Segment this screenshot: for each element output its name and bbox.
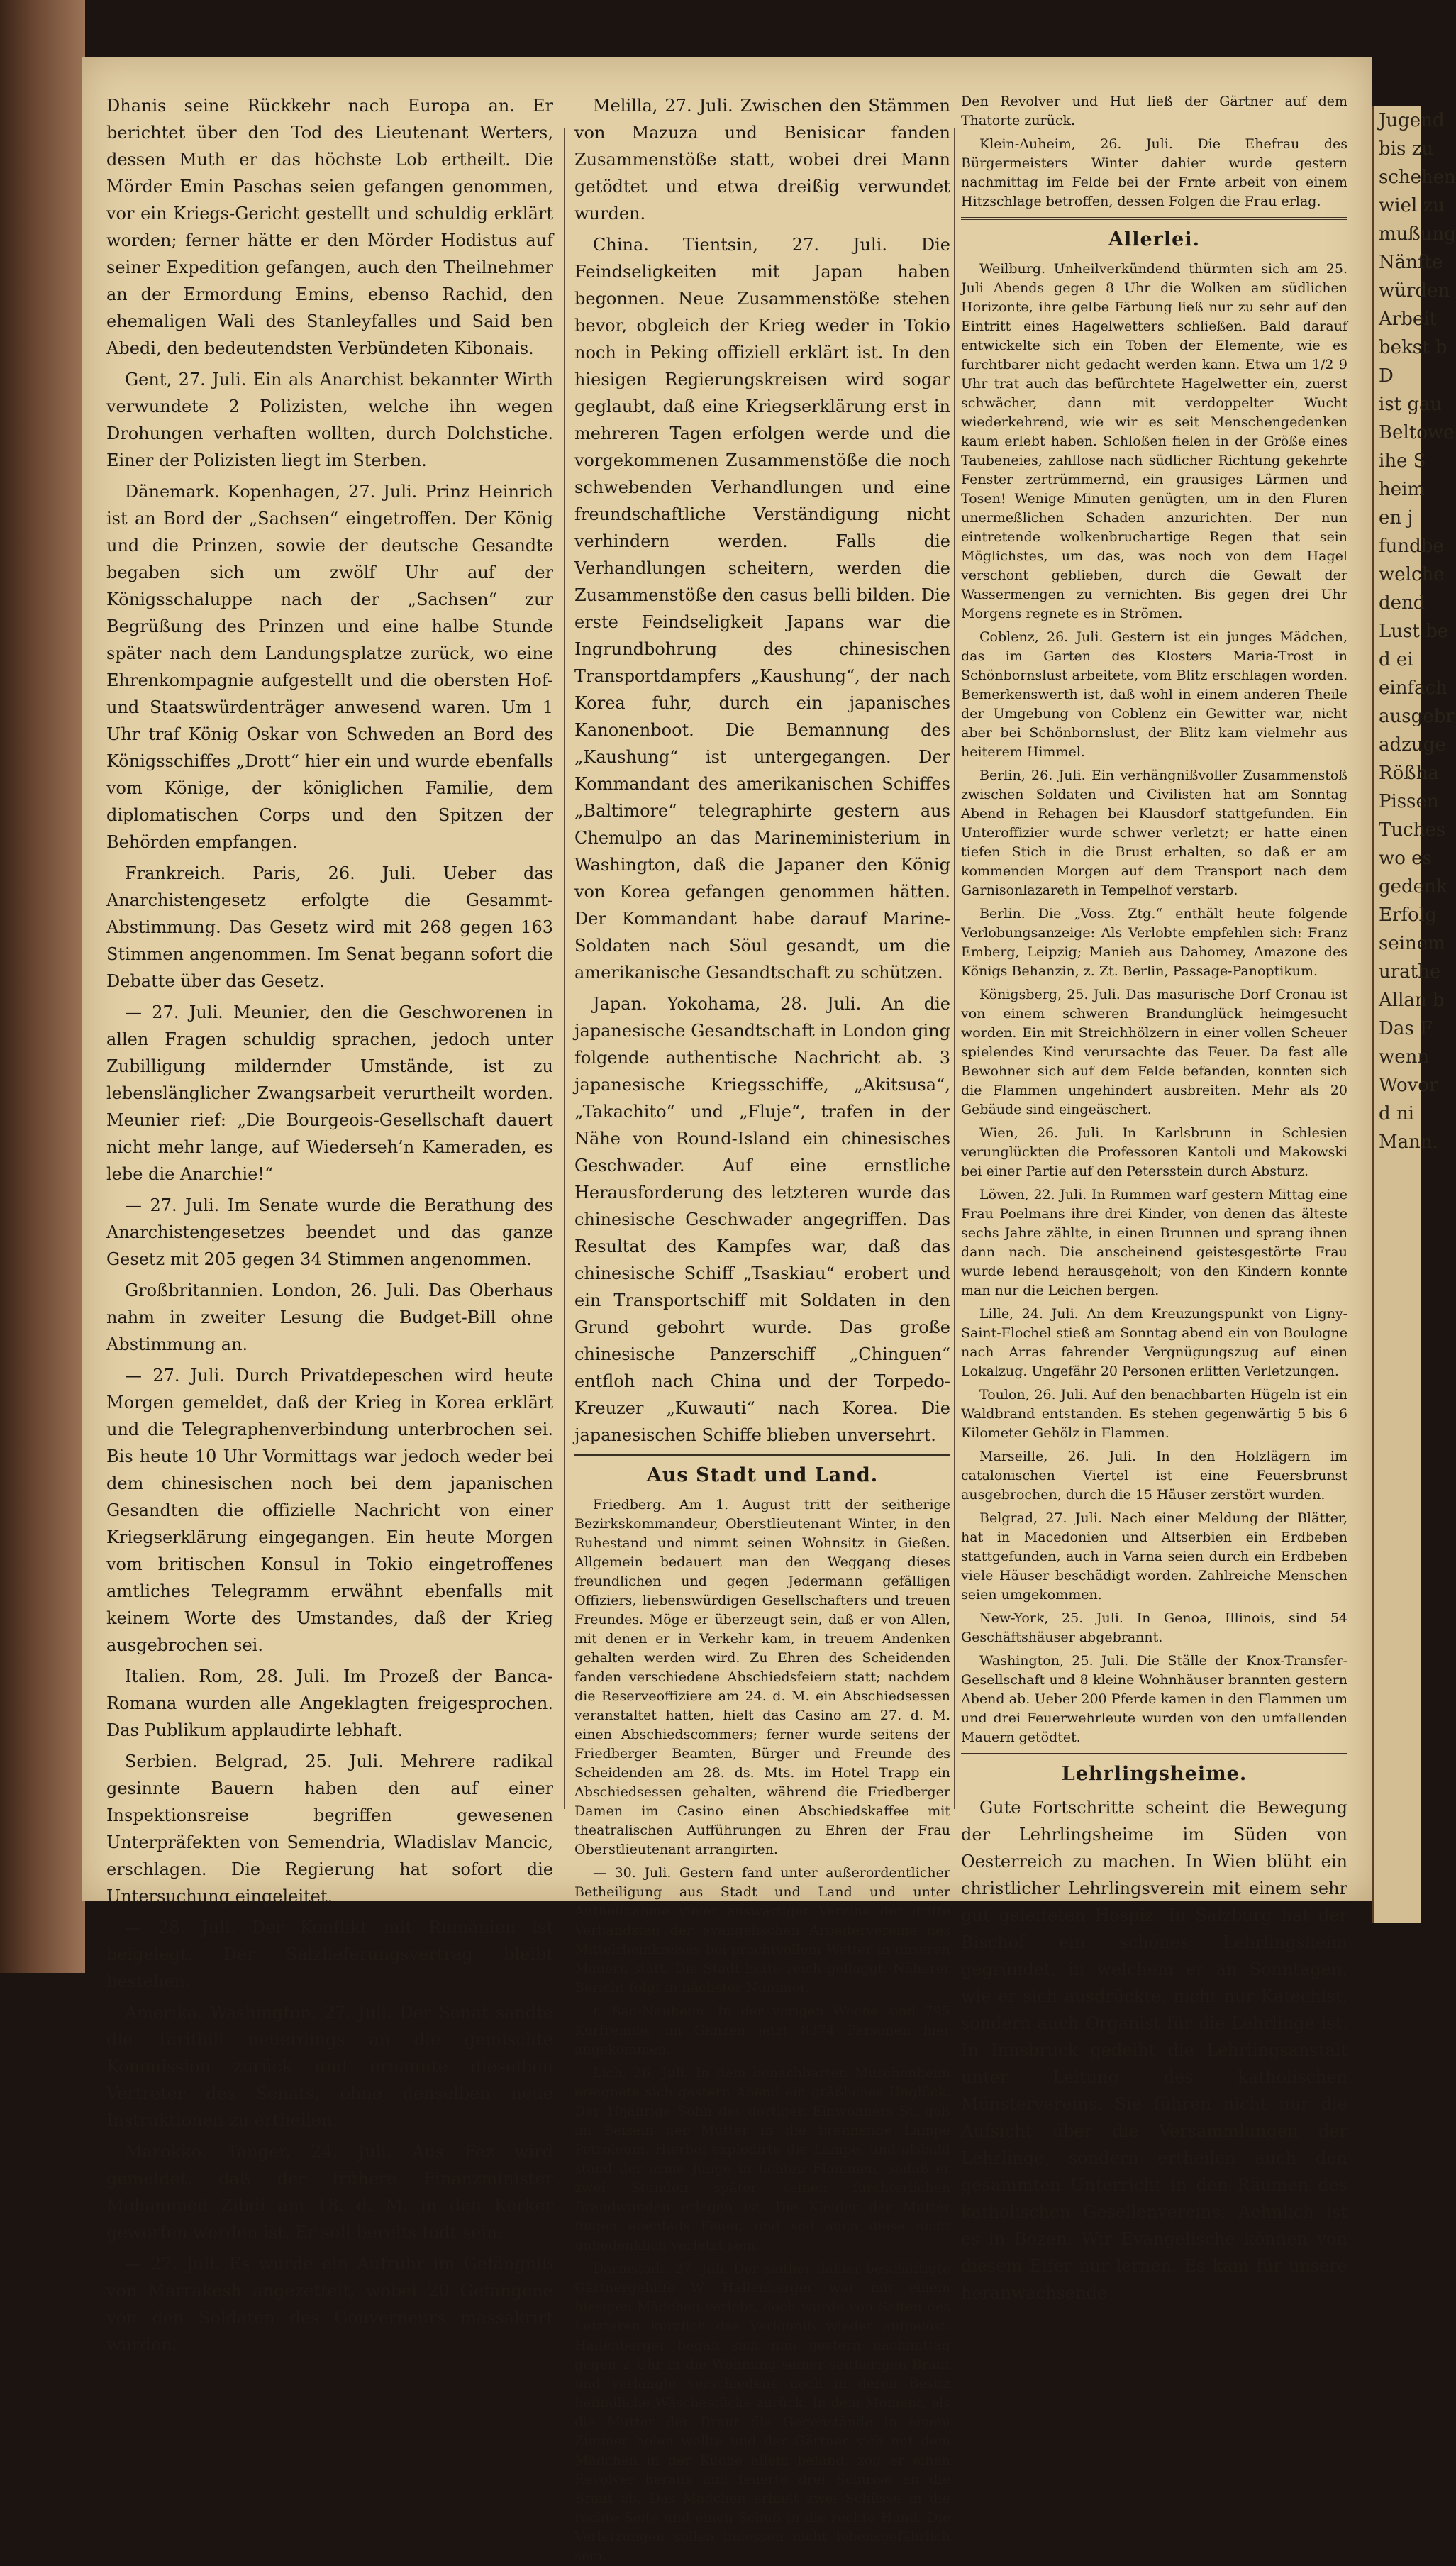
- section-rule: [961, 1753, 1347, 1754]
- article-paragraph: Toulon, 26. Juli. Auf den benachbarten Hügeln ist ein Waldbrand entstanden. Es stehen gegenwärtig 5 bis 6 Kilometer Gehölz in Flammen.: [961, 1387, 1347, 1441]
- section-rule: [961, 217, 1347, 220]
- adjacent-page-line: d ei: [1379, 649, 1413, 670]
- article-paragraph: — 28. Juli. Der Konflikt mit Rumänien ist beigelegt. Der Salzlieferungsvertrag bleibt bestehen.: [106, 1918, 553, 1991]
- adjacent-page-line: Allan b: [1379, 990, 1445, 1011]
- article-paragraph: Washington, 25. Juli. Die Ställe der Knox-Transfer-Gesellschaft und 8 kleine Wohnhäuser brannten gestern Abend ab. Ueber 200 Pferde kamen in den Flammen um und drei Feuerwehrleute wurden von den umfallenden Mauern getödtet.: [961, 1653, 1347, 1745]
- article-paragraph: Friedberg. Am 1. August tritt der seitherige Bezirkskommandeur, Oberstlieutenant Winter, in den Ruhestand und nimmt seinen Wohnsitz in Gießen. Allgemein bedauert man den Weggang dieses freundlichen und gegen Jedermann gefälligen Offiziers, liebenswürdigen Gesellschafters und treuen Freundes. Möge er überzeugt sein, daß er von Allen, mit denen er in Verkehr kam, in treuem Andenken gehalten werden wird. Zu Ehren des Scheidenden fanden verschiedene Abschiedsfeiern statt; nachdem die Reserveoffiziere am 24. d. M. ein Abschiedsessen veranstaltet hatten, hielt das Casino am 27. d. M. einen Abschiedscommers; ferner wurde seitens der Friedberger Beamten, Bürger und Freunde des Scheidenden am 28. ds. Mts. im Hotel Trapp ein Abschiedsessen gehalten, während die Friedberger Damen im Casino einen Abschiedskaffee mit theatralischen Aufführungen zu Ehren der Frau Oberstlieutenant arrangirten.: [574, 1497, 950, 1857]
- adjacent-page-line: ist gau: [1379, 394, 1443, 415]
- adjacent-page-line: en j: [1379, 507, 1413, 529]
- news-column-3: [961, 92, 1347, 2303]
- article-paragraph: Belgrad, 27. Juli. Nach einer Meldung der Blätter, hat in Macedonien und Altserbien ein Erdbeben stattgefunden, auch in Varna seien durch ein Erdbeben viele Häuser beschädigt worden. Zahlreiche Menschen seien umgekommen.: [961, 1510, 1347, 1603]
- news-column-1: [106, 92, 553, 2355]
- book-binding-edge: [0, 0, 85, 1973]
- adjacent-page-line: wenn: [1379, 1046, 1430, 1068]
- article-paragraph: Königsberg, 25. Juli. Das masurische Dorf Cronau ist von einem schweren Brandunglück heimgesucht worden. Ein mit Streichhölzern in einer vollen Scheuer spielendes Kind verursachte das Feuer. Da fast alle Bewohner sich auf dem Felde befanden, konnten sich die Flammen ungehindert ausbreiten. Mehr als 20 Gebäude sind eingeäschert.: [961, 987, 1347, 1117]
- adjacent-page-line: ausgebr: [1379, 706, 1455, 727]
- article-paragraph: Italien. Rom, 28. Juli. Im Prozeß der Banca-Romana wurden alle Angeklagten freigesprochen. Das Publikum applaudirte lebhaft.: [106, 1666, 553, 1740]
- section-heading: Allerlei.: [1108, 228, 1200, 250]
- article-paragraph: Lille, 24. Juli. An dem Kreuzungspunkt von Ligny-Saint-Flochel stieß am Sonntag abend ein von Boulogne nach Arras fahrender Vergnügungszug auf einen Lokalzug. Ungefähr 20 Personen erlitten Verletzungen.: [961, 1306, 1347, 1379]
- adjacent-page-line: gedenk: [1379, 876, 1447, 897]
- adjacent-page-line: Mann.: [1379, 1132, 1438, 1153]
- adjacent-page-line: Lust be: [1379, 621, 1449, 642]
- article-paragraph: Darmstadt, 27. Juli. Der seither dahier beschäftigte Gärtnergehilfe W. Hallenberger war mit einem hiesigen Mädchen verlobt, doch wurde von Seiten des Letzteren kürzlich das Verlöbniß wieder aufgelöst. Hallenberger begab sich nun gestern nachmittag gegen 2 Uhr in die Wohnung seiner seitherigen Braut und verlangte verschiedene noch in deren Besitz befindliche Wäschestücke zurück. In dem Moment, als die Mutter der Braut die Gegenstände in einem Zimmer holen wollte und der Gärtner sich mit dem Mädchen in der Küche allein befand, zog er einen Revolver heraus und feuerte drei Schüsse an die Braut ab. Das Mädchen erhielt zwei Schüsse in die rechte Seite und einen Schuß in die rechte Hand. Die Verletzungen sollen indessen nicht lebensgefährlich sein.: [574, 2261, 950, 2564]
- adjacent-page-line: wiel zu: [1379, 195, 1445, 216]
- adjacent-page-line: Wovor: [1379, 1075, 1438, 1096]
- adjacent-page-line: welche: [1379, 564, 1445, 585]
- adjacent-page-line: Arbeit: [1379, 309, 1437, 330]
- adjacent-page-line: heim: [1379, 479, 1426, 500]
- article-paragraph: Wien, 26. Juli. In Karlsbrunn in Schlesien verunglückten die Professoren Kantoli und Makowski bei einer Partie auf den Petersstein durch Absturz.: [961, 1125, 1347, 1179]
- adjacent-page-line: d ni: [1379, 1103, 1414, 1124]
- article-paragraph: Frankreich. Paris, 26. Juli. Ueber das Anarchistengesetz erfolgte die Gesammt-Abstimmung. Das Gesetz wird mit 268 gegen 163 Stimmen angenommen. Im Senat begann sofort die Debatte über das Gesetz.: [106, 863, 553, 991]
- article-paragraph: Gent, 27. Juli. Ein als Anarchist bekannter Wirth verwundete 2 Polizisten, welche ihn wegen Drohungen verhaften wollten, durch Dolchstiche. Einer der Polizisten liegt im Sterben.: [106, 370, 553, 470]
- article-paragraph: — 27. Juli. Meunier, den die Geschworenen in allen Fragen schuldig sprachen, jedoch unter Zubilligung mildernder Umstände, ist zu lebenslänglicher Zwangsarbeit verurtheilt worden. Meunier rief: „Die Bourgeois-Gesellschaft dauert nicht mehr lange, auf Wiederseh’n Kameraden, es lebe die Anarchie!“: [106, 1002, 553, 1184]
- adjacent-page-line: dend: [1379, 592, 1426, 614]
- adjacent-page-line: wo es: [1379, 848, 1432, 869]
- article-paragraph: Berlin. Die „Voss. Ztg.“ enthält heute folgende Verlobungsanzeige: Als Verlobte empfehlen sich: Franz Emberg, Leipzig; Manieh aus Dahomey, Amazone des Königs Behanzin, z. Zt. Berlin, Passage-Panoptikum.: [961, 906, 1347, 979]
- article-paragraph: Amerika. Washington, 27. Juli. Der Senat sandte die Tarifbill neuerdings an die gemischte Kommission zurück und ernannte dieselben Vertreter des Senats, ohne denselben neue Instruktionen zu ertheilen.: [106, 2003, 553, 2130]
- article-paragraph: Löwen, 22. Juli. In Rummen warf gestern Mittag eine Frau Poelmans ihre drei Kinder, von denen das älteste sechs Jahre zählte, in einen Brunnen und sprang ihnen dann nach. Die anscheinend geistesgestörte Frau wurde lebend herausgeholt; von den Kindern konnte man nur die Leichen bergen.: [961, 1187, 1347, 1298]
- adjacent-page-line: Tuches: [1379, 819, 1446, 841]
- adjacent-page-line: Jugend: [1379, 110, 1445, 131]
- adjacent-page-line: Pissen: [1379, 791, 1439, 812]
- adjacent-page-line: Rößha: [1379, 763, 1439, 784]
- adjacent-page-line: urathe: [1379, 961, 1441, 983]
- adjacent-page-line: Beltowe: [1379, 422, 1455, 443]
- article-paragraph: Den Revolver und Hut ließ der Gärtner auf dem Thatorte zurück.: [961, 94, 1347, 128]
- adjacent-page-line: ihe S: [1379, 450, 1426, 472]
- article-paragraph: Weilburg. Unheilverkündend thürmten sich am 25. Juli Abends gegen 8 Uhr die Wolken am südlichen Horizonte, ihre gelbe Färbung ließ nur zu sehr auf den Eintritt eines Hagelwetters schließen. Bald darauf entwickelte sich ein Toben der Elemente, wie es furchtbarer nicht gedacht werden kann. Etwa um 1/2 9 Uhr trat auch das befürchtete Hagelwetter ein, zuerst schwächer, dann mit verdoppelter Wucht wiederkehrend, wie wir es seit Menschengedenken kaum erlebt haben. Schloßen fielen in der Größe eines Taubeneies, zahllose nach südlicher Richtung gekehrte Fenster zertrümmernd, ein grausiges Lärmen und Tosen! Wenige Minuten genügten, um in den Fluren unermeßlichen Schaden anzurichten. Der nun eintretende wolkenbruchartige Regen that sein Möglichstes, um das, was noch von dem Hagel verschont geblieben, durch die Gewalt der Wassermengen zu vernichten. Bis gegen drei Uhr Morgens regnete es in Strömen.: [961, 261, 1347, 621]
- adjacent-page-line: Nänfte: [1379, 252, 1443, 273]
- article-paragraph: Coblenz, 26. Juli. Gestern ist ein junges Mädchen, das im Garten des Klosters Maria-Trost in Schönbornslust arbeitete, vom Blitz erschlagen worden. Bemerkenswerth ist, daß wohl in einem anderen Theile der Umgebung von Coblenz ein Gewitter war, nicht aber bei Schönbornslust, der Blitz kam vielmehr aus heiterem Himmel.: [961, 629, 1347, 760]
- adjacent-page-line: Das F: [1379, 1018, 1433, 1039]
- article-paragraph: Marseille, 26. Juli. In den Holzlägern im catalonischen Viertel ist eine Feuersbrunst ausgebrochen, durch die 15 Häuser zerstört wurden.: [961, 1449, 1347, 1503]
- article-paragraph: — 27. Juli. Durch Privatdepeschen wird heute Morgen gemeldet, daß der Krieg in Korea erklärt und die Telegraphenverbindung unterbrochen sei. Bis heute 10 Uhr Vormittags war jedoch weder bei dem chinesischen noch bei dem japanischen Gesandten die offizielle Nachricht von einer Kriegserklärung eingegangen. Ein heute Morgen vom britischen Konsul in Tokio eingetroffenes amtliches Telegramm erwähnt ebenfalls mit keinem Worte des Umstandes, daß der Krieg ausgebrochen sei.: [106, 1366, 553, 1655]
- adjacent-page-line: schehen: [1379, 167, 1456, 188]
- article-paragraph: Berlin, 26. Juli. Ein verhängnißvoller Zusammenstoß zwischen Soldaten und Civilisten hat am Sonntag Abend in Rehagen bei Klausdorf stattgefunden. Ein Unteroffizier wurde schwer verletzt; er hatte einen tiefen Stich in die Brust erhalten, so daß er am kommenden Morgen auf dem Transport nach dem Garnisonlazareth in Tempelhof verstarb.: [961, 768, 1347, 898]
- section-heading: Aus Stadt und Land.: [646, 1464, 879, 1486]
- adjacent-page-line: mußung: [1379, 223, 1456, 245]
- section-heading: Lehrlingsheime.: [1061, 1763, 1247, 1785]
- article-paragraph: — 30. Juli. Gestern fand unter außerordentlicher Betheiligung aus Stadt und Land und unter Antheilnahme vieler auswärtiger Vereine der dritte Verbandstag der evangelischen Arbeitervereine des Mittelrheinkreises bei prachtvollem Wetter in unseren Mauern statt. Die Stadt hatte reich geflaggt. Näherer Bericht folgt in nächster Nummer.: [574, 1865, 950, 1996]
- article-paragraph: — 27. Juli. Im Senate wurde die Berathung des Anarchistengesetzes beendet und das ganze Gesetz mit 205 gegen 34 Stimmen angenommen.: [106, 1195, 553, 1269]
- article-paragraph: Klein-Auheim, 26. Juli. Die Ehefrau des Bürgermeisters Winter dahier wurde gestern nachmittag im Felde bei der Frnte arbeit von einem Hitzschlage betroffen, dessen Folgen die Frau erlag.: [961, 136, 1347, 209]
- column-divider: [564, 128, 565, 1809]
- adjacent-page-line: würden: [1379, 280, 1450, 302]
- adjacent-page-line: fundbe: [1379, 536, 1444, 557]
- adjacent-page-line: bekst b: [1379, 337, 1447, 358]
- adjacent-page-line: D: [1379, 365, 1394, 387]
- article-paragraph: Großbritannien. London, 26. Juli. Das Oberhaus nahm in zweiter Lesung die Budget-Bill ohne Abstimmung an.: [106, 1281, 553, 1354]
- article-paragraph: — 27. Juli. Es wurde ein Aufruhr im Gefängniß von Marrakesh angezettelt, wobei 20 Gefangene von den Soldaten des Gouverneurs massakrirt wurden.: [106, 2254, 553, 2355]
- article-paragraph: r. Bad-Nauheim. In der vorigen Woche sind 795 Kurfremde, im Ganzen jetzt 8374 Personen hier angekommen.: [574, 2003, 950, 2057]
- section-rule: [574, 1454, 950, 1456]
- article-paragraph: Serbien. Belgrad, 25. Juli. Mehrere radikal gesinnte Bauern haben den auf einer Inspektionsreise begriffen gewesenen Unterpräfekten von Semendria, Wladislav Mancic, erschlagen. Die Regierung hat sofort die Untersuchung eingeleitet.: [106, 1752, 553, 1906]
- article-paragraph: Melilla, 27. Juli. Zwischen den Stämmen von Mazuza und Benisicar fanden Zusammenstöße statt, wobei drei Mann getödtet und etwa dreißig verwundet wurden.: [574, 96, 950, 223]
- adjacent-page-line: adzuge: [1379, 734, 1446, 756]
- news-column-2: [574, 92, 950, 2564]
- adjacent-page-fragment: [1372, 106, 1456, 1923]
- article-paragraph: Dänemark. Kopenhagen, 27. Juli. Prinz Heinrich ist an Bord der „Sachsen“ eingetroffen. Der König und die Prinzen, sowie der deutsche Gesandte begaben sich um zwölf Uhr auf der Königsschaluppe nach der „Sachsen“ zur Begrüßung des Prinzen und eine halbe Stunde später nach dem Landungsplatze zurück, wo eine Ehrenkompagnie aufgestellt und die obersten Hof- und Staatswürdenträger anwesend waren. Um 1 Uhr traf König Oskar von Schweden an Bord des Königsschiffes „Drott“ hier ein und wurde ebenfalls vom Könige, der königlichen Familie, dem diplomatischen Corps und den Spitzen der Behörden empfangen.: [106, 482, 553, 852]
- column-divider: [954, 128, 955, 1809]
- article-paragraph: Lich, 26. Juli. In dem benachbarten Muschenheim ereignete sich gestern Abend ein gräßliches Unglück. Der 10jährige Sohn des dortigen Einwohners St. goß im Beisein der Mutter in die brennende Lampe Petroleum. Hierbei explodirte die Lampe, und alsbald stand der arme Junge in lichten Flammen, sodaß er zwei Stunden später seinen furchterlichen Brandwunden erlegen ist. Die Kleider der Mutter fingen ebenfalls Feuer, und soll auch diese nicht unbedenklich verletzt sein.: [574, 2065, 950, 2253]
- article-paragraph: China. Tientsin, 27. Juli. Die Feindseligkeiten mit Japan haben begonnen. Neue Zusammenstöße stehen bevor, obgleich der Krieg weder in Tokio noch in Peking offiziell erklärt ist. In den hiesigen Regierungskreisen wird sogar geglaubt, daß eine Kriegserklärung erst in mehreren Tagen erfolgen werde und die vorgekommenen Zusammenstöße die noch schwebenden Verhandlungen und eine freundschaftliche Verständigung nicht verhindern werden. Falls die Verhandlungen scheitern, werden die Zusammenstöße den casus belli bilden. Die erste Feindseligkeit Japans war die Ingrundbohrung des chinesischen Transportdampfers „Kaushung“, der nach Korea fuhr, durch ein japanisches Kanonenboot. Die Bemannung des „Kaushung“ ist untergegangen. Der Kommandant des amerikanischen Schiffes „Baltimore“ telegraphirte gestern aus Chemulpo an das Marineministerium in Washington, daß die Japaner den König von Korea gefangen genommen hätten. Der Kommandant habe darauf Marine-Soldaten nach Söul gesandt, um die amerikanische Gesandtschaft zu schützen.: [574, 235, 950, 983]
- article-paragraph: Japan. Yokohama, 28. Juli. An die japanesische Gesandtschaft in London ging folgende authentische Nachricht ab. 3 japanesische Kriegsschiffe, „Akitsusa“, „Takachito“ und „Fluje“, trafen in der Nähe von Round-Island ein chinesisches Geschwader. Auf eine ernstliche Herausforderung des letzteren wurde das chinesische Geschwader angegriffen. Das Resultat des Kampfes war, daß das chinesische Schiff „Tsaskiau“ erobert und ein Transportschiff mit Soldaten in den Grund gebohrt wurde. Das große chinesische Panzerschiff „Chinguen“ entfloh nach China und der Torpedo-Kreuzer „Kuwauti“ nach Korea. Die japanesischen Schiffe blieben unversehrt.: [574, 994, 950, 1445]
- adjacent-page-line: einfach: [1379, 678, 1447, 699]
- article-paragraph: Gute Fortschritte scheint die Bewegung der Lehrlingsheime im Süden von Oesterreich zu machen. In Wien blüht ein christlicher Lehrlingsverein mit einem sehr gut geleiteten Hospiz. In Salzburg hat der Bischof ein schönes Lehrlingsheim gegründet, in welchem er an Sonntagen, wie er sich ausdrückte, nicht nur Katechist, sondern auch Organist für die Lehrlinge ist. In Innsbruck gedeiht die Lehrlingsanstalt unter Leitung des katholischen Münstervereins. Sie führen nicht nur die Aufsicht über die Versammlungen der Lehrlinge, sondern ertheilen auch den gesammten Unterricht in den Räumen des katholischen Gesellenvereins. Aehnlich ist es in Bozen. Wir Evangelische können von diesem Eifer nur lernen. Es kam für unsere heranwachsende: [961, 1798, 1347, 2303]
- adjacent-page-line: seinem: [1379, 933, 1445, 954]
- article-paragraph: New-York, 25. Juli. In Genoa, Illinois, sind 54 Geschäftshäuser abgebrannt.: [961, 1610, 1347, 1645]
- adjacent-page-line: Erfolg: [1379, 905, 1437, 926]
- article-paragraph: Dhanis seine Rückkehr nach Europa an. Er berichtet über den Tod des Lieutenant Werters, dessen Muth er das höchste Lob ertheilt. Die Mörder Emin Paschas seien gefangen genommen, vor ein Kriegs-Gericht gestellt und schuldig erklärt worden; ferner hätte er den Mörder Hodistus auf seiner Expedition gefangen, auch den Theilnehmer an der Ermordung Emins, ebenso Rachid, den ehemaligen Wali des Stanleyfalles und Said ben Abedi, den bedeutendsten Verbündeten Kibonais.: [106, 96, 553, 358]
- adjacent-page-line: bis zu: [1379, 138, 1434, 160]
- article-paragraph: Marokko. Tanger, 24. Juli. Aus Fez wird gemeldet, daß der frühere Finanzminister Mohammed Zibdi am 18. d. M. in den Kerker geworfen worden ist. Er soll bereits todt sein.: [106, 2142, 553, 2243]
